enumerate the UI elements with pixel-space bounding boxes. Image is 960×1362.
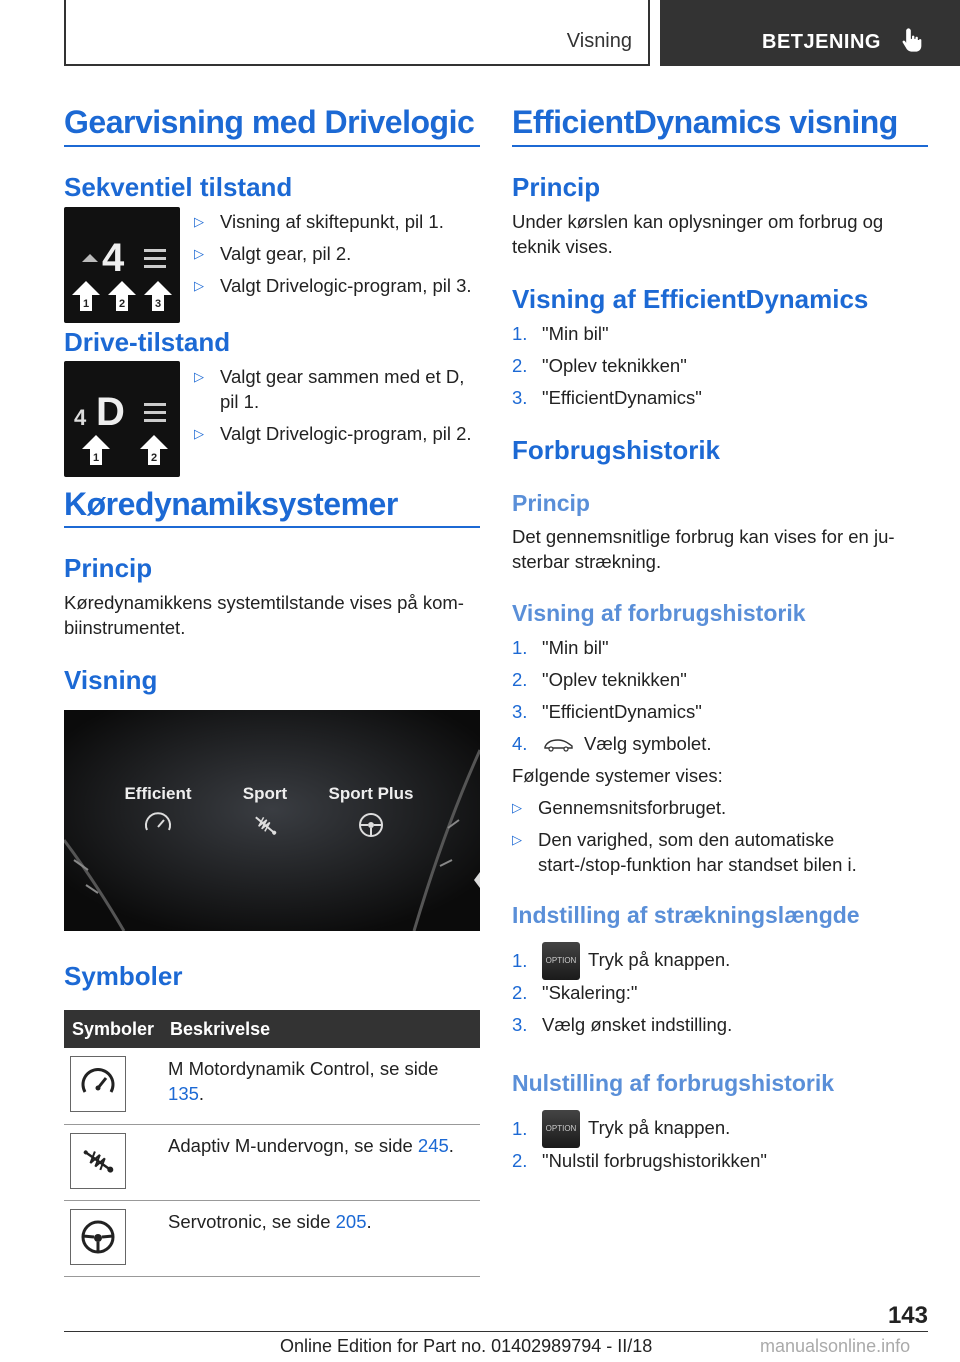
forbrug-princip-text: Det gennemsnitlige forbrug kan vises for en justerbar strækning.	[512, 526, 895, 572]
list-item: 3. "EfficientDynamics"	[512, 387, 702, 408]
footer-rule	[64, 1331, 928, 1332]
steering-wheel-icon	[70, 1209, 126, 1265]
arrow-label-1: 1	[82, 298, 90, 310]
table-desc-cell: M Motordynamik Control, se side 135.	[162, 1048, 480, 1124]
heading-symboler: Symboler	[64, 961, 183, 991]
drive-small-digit: 4	[74, 405, 87, 430]
heading-drive: Drive-tilstand	[64, 327, 231, 357]
list-item: ▷ Valgt Drivelogic-program, pil 2.	[194, 423, 472, 444]
drive-modes-graphic	[64, 710, 480, 931]
list-item: 2. "Nulstil forbrugshistorikken"	[512, 1150, 767, 1172]
list-item: 1. OPTION Tryk på knappen.	[512, 940, 928, 980]
table-row	[64, 1124, 480, 1200]
forbrug-bullets	[512, 795, 928, 884]
heading-princip-forbrug: Princip	[512, 490, 590, 516]
arrow-label-2: 2	[118, 298, 126, 310]
triangle-bullet-icon: ▷	[194, 214, 204, 229]
heading-indstilling: Indstilling af strækningslængde	[512, 902, 860, 928]
list-item: ▷ Den varighed, som den automatiske start-/stop-funktion har standset bilen i.	[512, 829, 857, 875]
table-row	[64, 1048, 480, 1124]
page-number: 143	[887, 1302, 928, 1329]
list-item: 1. OPTION Tryk på knappen.	[512, 1108, 928, 1148]
list-item: 2. "Oplev teknikken"	[512, 355, 687, 376]
heading-princip-right: Princip	[512, 172, 601, 202]
table-desc-cell: Adaptiv M-undervogn, se side 245.	[162, 1124, 480, 1200]
drive-mode-display-image	[64, 361, 180, 477]
nulstilling-steps	[512, 1108, 928, 1180]
title-rule	[64, 145, 480, 147]
indstilling-steps	[512, 940, 928, 1044]
car-consumption-icon	[542, 736, 576, 754]
list-item: ▷ Valgt Drivelogic-program, pil 3.	[194, 275, 472, 296]
table-header-row	[64, 1010, 480, 1048]
page-link-135[interactable]: 135	[168, 1083, 199, 1104]
mode-label-sport: Sport	[242, 784, 288, 803]
page-link-205[interactable]: 205	[335, 1210, 367, 1232]
triangle-bullet-icon: ▷	[194, 246, 204, 261]
drive-display-graphic	[64, 361, 180, 477]
shock-absorber-icon	[70, 1133, 126, 1189]
heading-nulstilling: Nulstilling af forbrugshistorik	[512, 1070, 835, 1096]
table-icon-cell	[64, 1048, 162, 1124]
title-rule	[512, 145, 928, 147]
table-desc-cell: Servotronic, se side 205.	[162, 1200, 480, 1276]
list-item: 2. "Oplev teknikken"	[512, 669, 687, 690]
watermark-text: manualsonline.info	[760, 1336, 911, 1356]
list-item: ▷ Gennemsnitsforbruget.	[512, 797, 727, 818]
triangle-bullet-icon: ▷	[512, 832, 522, 847]
drive-bullets	[194, 364, 484, 453]
gear-digit: 4	[102, 236, 125, 280]
heading-forbrugshistorik: Forbrugshistorik	[512, 435, 721, 465]
sekventiel-bullets	[194, 209, 484, 305]
table-col-header: Symboler	[64, 1010, 162, 1048]
title-efficientdynamics: EfficientDynamics visning	[512, 104, 898, 140]
table-icon-cell	[64, 1124, 162, 1200]
mode-label-sport-plus: Sport Plus	[328, 784, 414, 803]
heading-sekventiel: Sekventiel tilstand	[64, 172, 293, 202]
header-section-box	[64, 0, 650, 66]
drive-letter: D	[96, 390, 125, 434]
visning-forbrug-steps	[512, 635, 928, 763]
arrow-label-2: 2	[150, 452, 158, 464]
visning-ed-steps	[512, 321, 928, 417]
list-item: ▷ Valgt gear sammen med et D, pil 1.	[194, 366, 465, 412]
gear-display-graphic	[64, 207, 180, 323]
list-item: 3. "EfficientDynamics"	[512, 701, 702, 722]
gauge-icon	[70, 1056, 126, 1112]
table-col-header: Beskrivelse	[162, 1010, 480, 1048]
hand-pointer-icon	[898, 26, 926, 54]
title-rule	[64, 526, 480, 528]
list-item: 3. Vælg ønsket indstilling.	[512, 1014, 733, 1036]
list-item: 1. "Min bil"	[512, 323, 609, 344]
heading-visning: Visning	[64, 665, 158, 695]
header-chapter-tab[interactable]	[660, 0, 960, 66]
heading-visning-forbrug: Visning af forbrugshistorik	[512, 600, 806, 626]
mode-label-efficient: Efficient	[124, 784, 192, 803]
symbols-table	[64, 1010, 480, 1277]
list-item: 1. "Min bil"	[512, 637, 609, 658]
option-button-icon: OPTION	[542, 942, 580, 980]
triangle-bullet-icon: ▷	[512, 800, 522, 815]
arrow-label-3: 3	[154, 298, 162, 310]
triangle-bullet-icon: ▷	[194, 278, 204, 293]
heading-princip: Princip	[64, 553, 153, 583]
list-item: 4. Vælg symbolet.	[512, 733, 712, 754]
sequential-gear-display-image	[64, 207, 180, 323]
heading-visning-ed: Visning af EfficientDynamics	[512, 284, 869, 314]
arrow-label-1: 1	[92, 452, 100, 464]
triangle-bullet-icon: ▷	[194, 426, 204, 441]
princip-text-right: Under kørslen kan oplysninger om forbrug og teknik vises.	[512, 211, 884, 257]
table-row	[64, 1200, 480, 1276]
following-systems-text: Følgende systemer vises:	[512, 765, 723, 786]
title-koredynamik: Køredynamiksystemer	[64, 486, 398, 522]
triangle-bullet-icon: ▷	[194, 369, 204, 384]
list-item: 2. "Skalering:"	[512, 982, 638, 1004]
page-link-245[interactable]: 245	[417, 1134, 449, 1156]
list-item: ▷ Valgt gear, pil 2.	[194, 243, 352, 264]
table-icon-cell	[64, 1200, 162, 1276]
list-item: ▷ Visning af skiftepunkt, pil 1.	[194, 211, 444, 232]
header-chapter-title: BETJENING	[762, 31, 881, 53]
option-button-icon: OPTION	[542, 1110, 580, 1148]
edition-text: Online Edition for Part no. 01402989794 - II/18	[280, 1336, 653, 1356]
header-section-title: Visning	[566, 30, 632, 52]
title-gearvisning: Gearvisning med Drivelogic	[64, 104, 475, 140]
drive-modes-display-image	[64, 710, 480, 931]
princip-text: Køredynamikkens systemtilstande vises på kombiinstrumentet.	[64, 592, 464, 638]
